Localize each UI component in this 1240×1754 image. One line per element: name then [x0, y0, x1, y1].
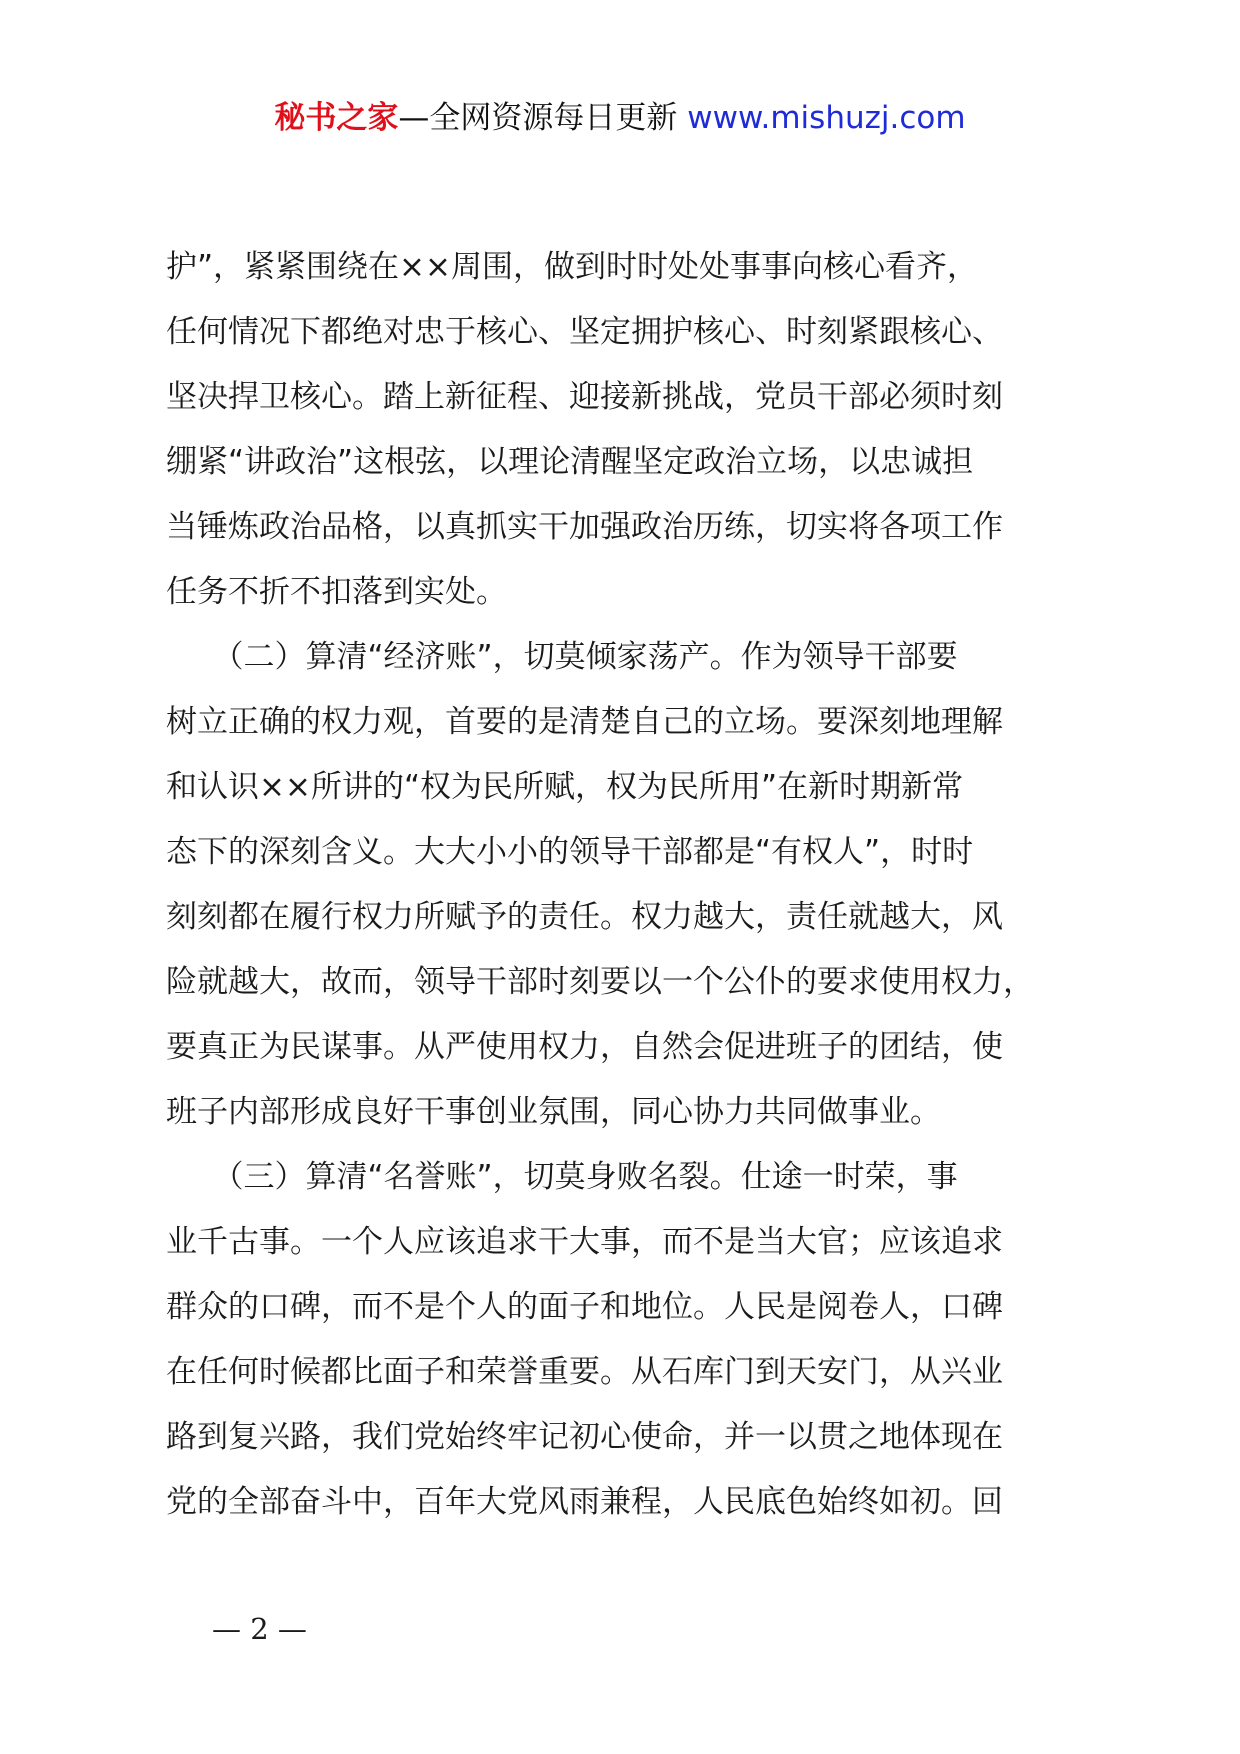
text-line: 群众的口碑，而不是个人的面子和地位。人民是阅卷人，口碑 [166, 1289, 1003, 1325]
text-line: 树立正确的权力观，首要的是清楚自己的立场。要深刻地理解 [166, 704, 1003, 740]
header-slogan: —全网资源每日更新 [398, 100, 678, 136]
section-heading-line: （二）算清“经济账”，切莫倾家荡产。作为领导干部要 [166, 639, 958, 675]
page-header [0, 98, 1240, 138]
page-number: — 2 — [212, 1612, 307, 1646]
brand-name: 秘书之家 [274, 100, 399, 136]
website-link[interactable]: www.mishuzj.com [687, 100, 966, 136]
text-line: 坚决捍卫核心。踏上新征程、迎接新挑战，党员干部必须时刻 [166, 379, 1003, 415]
text-line: 绷紧“讲政治”这根弦，以理论清醒坚定政治立场，以忠诚担 [166, 444, 974, 480]
text-line: 任何情况下都绝对忠于核心、坚定拥护核心、时刻紧跟核心、 [166, 314, 1003, 350]
text-line: 要真正为民谋事。从严使用权力，自然会促进班子的团结，使 [166, 1029, 1003, 1065]
text-line: 护”，紧紧围绕在××周围，做到时时处处事事向核心看齐， [166, 249, 979, 285]
text-line: 班子内部形成良好干事创业氛围，同心协力共同做事业。 [166, 1094, 941, 1130]
text-line: 路到复兴路，我们党始终牢记初心使命，并一以贯之地体现在 [166, 1419, 1003, 1455]
text-line: 刻刻都在履行权力所赋予的责任。权力越大，责任就越大，风 [166, 899, 1003, 935]
text-line: 险就越大，故而，领导干部时刻要以一个公仆的要求使用权力， [166, 964, 1034, 1000]
text-line: 当锤炼政治品格，以真抓实干加强政治历练，切实将各项工作 [166, 509, 1003, 545]
text-line: 在任何时候都比面子和荣誉重要。从石库门到天安门，从兴业 [166, 1354, 1003, 1390]
text-line: 和认识××所讲的“权为民所赋，权为民所用”在新时期新常 [166, 769, 964, 805]
text-line: 党的全部奋斗中，百年大党风雨兼程，人民底色始终如初。回 [166, 1484, 1003, 1520]
text-line: 态下的深刻含义。大大小小的领导干部都是“有权人”，时时 [166, 834, 974, 870]
section-heading-line: （三）算清“名誉账”，切莫身败名裂。仕途一时荣，事 [166, 1159, 958, 1195]
body-text [166, 235, 1118, 1535]
text-line: 业千古事。一个人应该追求干大事，而不是当大官；应该追求 [166, 1224, 1003, 1260]
text-line: 任务不折不扣落到实处。 [166, 574, 507, 610]
